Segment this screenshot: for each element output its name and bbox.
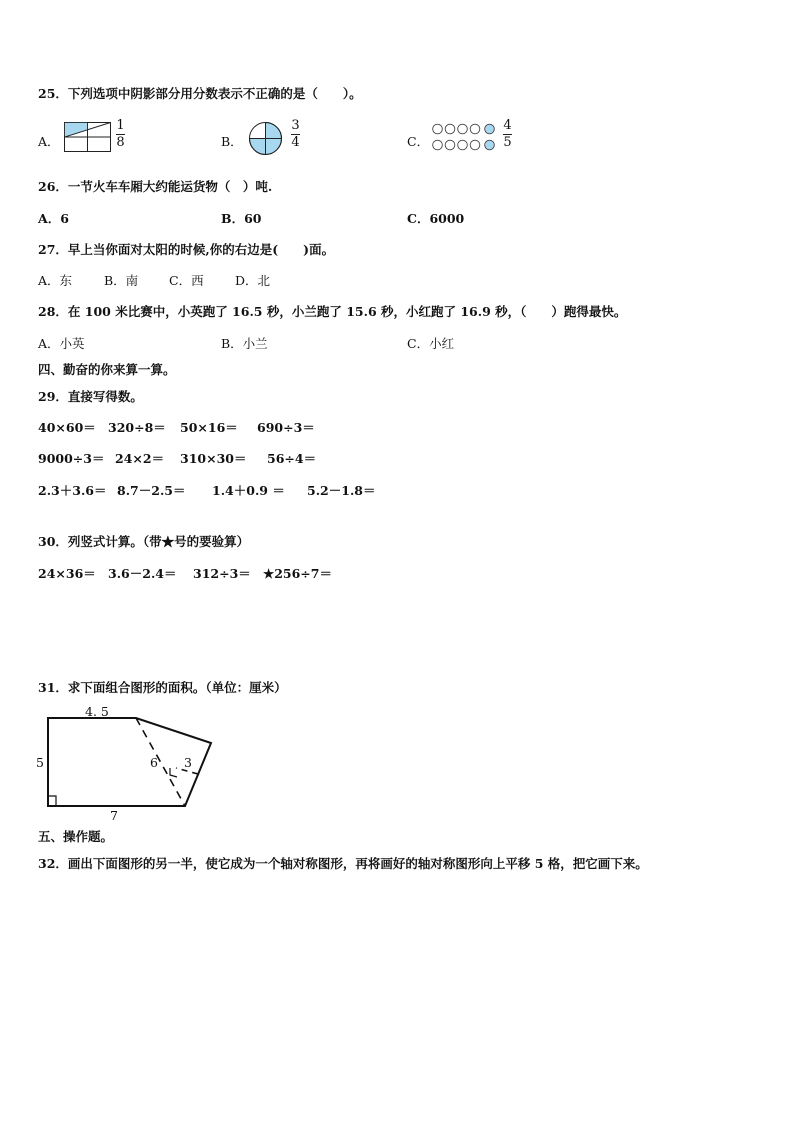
q31-label-bottom: 7 [110,808,118,823]
q29-item: 9000÷3＝ [38,451,105,466]
section-4-heading: 四、勤奋的你来算一算。 [38,362,176,377]
q29-item: 320÷8＝ [108,420,166,435]
q26-stem: 26．一节火车车厢大约能运货物（ ）吨. [38,179,273,194]
q29-item: 40×60＝ [38,420,96,435]
q27-stem: 27．早上当你面对太阳的时候,你的右边是( )面。 [38,242,335,257]
q25-option-c-figure [432,123,498,153]
q25-option-b-numerator: 3 [291,118,300,133]
q28-option-c: C．小红 [407,336,455,351]
q25-option-a-figure [64,122,112,154]
q29-stem: 29．直接写得数。 [38,389,143,404]
q25-option-b-letter: B． [221,134,243,149]
q28-option-b: B．小兰 [221,336,268,351]
q27-option-d: D．北 [235,273,271,288]
q32-stem: 32．画出下面图形的另一半，使它成为一个轴对称图形，再将画好的轴对称图形向上平移 5 格，把它画下来。 [38,856,648,871]
q29-item: 1.4＋0.9 ＝ [212,483,285,498]
q25-option-a-numerator: 1 [116,118,125,133]
q25-option-c-denominator: 5 [503,135,512,150]
q30-stem: 30．列竖式计算。（带★号的要验算） [38,534,250,549]
q25-stem: 25．下列选项中阴影部分用分数表示不正确的是（ ）。 [38,86,362,101]
q29-item: 56÷4＝ [267,451,317,466]
q29-item: 690÷3＝ [257,420,315,435]
q29-item: 2.3＋3.6＝ [38,483,107,498]
q29-item: 5.2－1.8＝ [307,483,376,498]
q25-option-b-denominator: 4 [291,135,300,150]
q28-stem: 28．在 100 米比赛中，小英跑了 16.5 秒，小兰跑了 15.6 秒，小红跑了 16.9 秒，（ ）跑得最快。 [38,304,627,319]
q28-option-a: A．小英 [38,336,85,351]
q26-option-c: C．6000 [407,211,465,226]
q25-option-c-fraction [503,119,512,150]
q30-item: ★256÷7＝ [263,566,332,581]
q31-label-left: 5 [36,755,44,770]
q25-option-a-denominator: 8 [116,135,125,150]
q30-item: 24×36＝ [38,566,96,581]
q27-option-c: C．西 [169,273,204,288]
q31-label-inner-short: 3 [184,755,192,770]
q31-stem: 31．求下面组合图形的面积。（单位：厘米） [38,680,287,695]
q25-option-c-letter: C． [407,134,430,149]
q25-option-c-numerator: 4 [503,118,512,133]
q29-item: 310×30＝ [180,451,247,466]
q31-composite-figure [30,700,230,825]
q29-item: 8.7－2.5＝ [117,483,186,498]
q30-item: 312÷3＝ [193,566,251,581]
q26-option-b: B．60 [221,211,262,226]
q27-option-a: A．东 [38,273,73,288]
q25-option-a-letter: A． [38,134,60,149]
q25-option-b-figure [249,122,283,156]
q31-label-inner-long: 6 [150,755,158,770]
q29-item: 24×2＝ [115,451,165,466]
q25-option-a-fraction [116,119,125,150]
section-5-heading: 五、操作题。 [38,829,114,844]
q31-label-top: 4. 5 [85,704,109,719]
q29-item: 50×16＝ [180,420,238,435]
q25-option-b-fraction [291,119,300,150]
q26-option-a: A．6 [38,211,69,226]
q30-item: 3.6－2.4＝ [108,566,177,581]
q27-option-b: B．南 [104,273,139,288]
